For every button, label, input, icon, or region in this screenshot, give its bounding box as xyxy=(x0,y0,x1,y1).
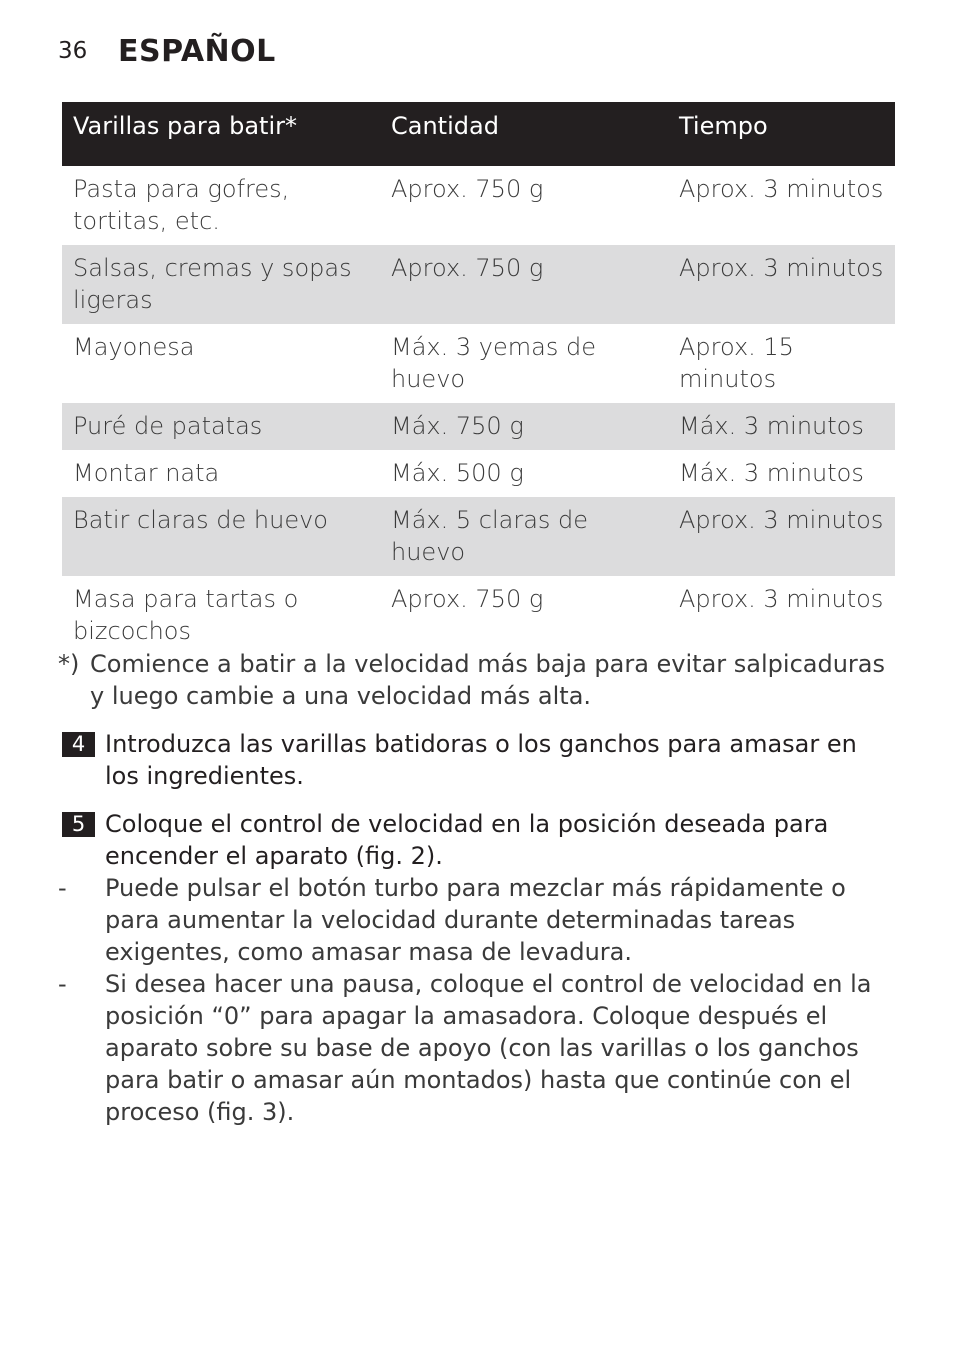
cell-ingredient: Masa para tartas o bizcochos xyxy=(73,585,299,645)
cell-time: Máx. 3 minutos xyxy=(679,459,864,487)
step-number-badge: 5 xyxy=(62,812,95,837)
footnote-text: Comience a batir a la velocidad más baja para evitar salpicaduras y luego cambie a una velocidad más alta. xyxy=(90,650,885,710)
cell-time: Aprox. 3 minutos xyxy=(679,175,884,203)
page-number: 36 xyxy=(58,38,88,64)
list-item xyxy=(58,872,898,968)
cell-ingredient: Puré de patatas xyxy=(62,403,380,450)
cell-ingredient: Montar nata xyxy=(73,459,220,487)
column-header-time: Tiempo xyxy=(668,102,895,166)
table-row xyxy=(62,576,895,655)
cell-quantity: Aprox. 750 g xyxy=(380,245,668,324)
footnote xyxy=(58,648,898,712)
bullet-dash: - xyxy=(58,970,67,998)
bullet-dash: - xyxy=(58,874,67,902)
table-row xyxy=(62,324,895,403)
cell-time: Máx. 3 minutos xyxy=(668,403,895,450)
table-row xyxy=(62,450,895,497)
table-header-row xyxy=(62,102,895,166)
usage-table xyxy=(62,102,895,655)
cell-ingredient: Batir claras de huevo xyxy=(62,497,380,576)
table-row xyxy=(62,403,895,450)
footnote-marker: *) xyxy=(58,650,80,678)
cell-time: Aprox. 3 minutos xyxy=(679,585,884,613)
cell-ingredient: Salsas, cremas y sopas ligeras xyxy=(62,245,380,324)
section-title: ESPAÑOL xyxy=(118,34,276,69)
column-header-tool: Varillas para batir* xyxy=(62,102,380,166)
step-text: Coloque el control de velocidad en la posición deseada para encender el aparato (fig. 2). xyxy=(105,810,829,870)
cell-time: Aprox. 15 minutos xyxy=(679,333,794,393)
cell-ingredient: Mayonesa xyxy=(73,333,195,361)
cell-quantity: Aprox. 750 g xyxy=(391,175,544,203)
cell-time: Aprox. 3 minutos xyxy=(668,245,895,324)
table-row xyxy=(62,245,895,324)
cell-quantity: Máx. 3 yemas de huevo xyxy=(391,333,596,393)
step-5 xyxy=(62,808,898,872)
table-row xyxy=(62,166,895,245)
cell-quantity: Máx. 500 g xyxy=(391,459,524,487)
bullet-text: Si desea hacer una pausa, coloque el control de velocidad en la posición “0” para apagar la amasadora. Coloque después el aparato sobre su base de apoyo (con las varillas o los ganchos para batir o amasar aún montados) hasta que continúe con el proceso (fig. 3). xyxy=(105,970,872,1126)
cell-quantity: Aprox. 750 g xyxy=(391,585,544,613)
list-item xyxy=(58,968,898,1128)
bullet-list xyxy=(58,872,898,1128)
column-header-quantity: Cantidad xyxy=(380,102,668,166)
cell-quantity: Máx. 5 claras de huevo xyxy=(380,497,668,576)
step-number-badge: 4 xyxy=(62,732,95,757)
step-4 xyxy=(62,728,898,792)
step-text: Introduzca las varillas batidoras o los ganchos para amasar en los ingredientes. xyxy=(105,730,857,790)
cell-time: Aprox. 3 minutos xyxy=(668,497,895,576)
table-row xyxy=(62,497,895,576)
cell-ingredient: Pasta para gofres, tortitas, etc. xyxy=(73,175,290,235)
cell-quantity: Máx. 750 g xyxy=(380,403,668,450)
bullet-text: Puede pulsar el botón turbo para mezclar más rápidamente o para aumentar la velocidad durante determinadas tareas exigentes, como amasar masa de levadura. xyxy=(105,874,846,966)
